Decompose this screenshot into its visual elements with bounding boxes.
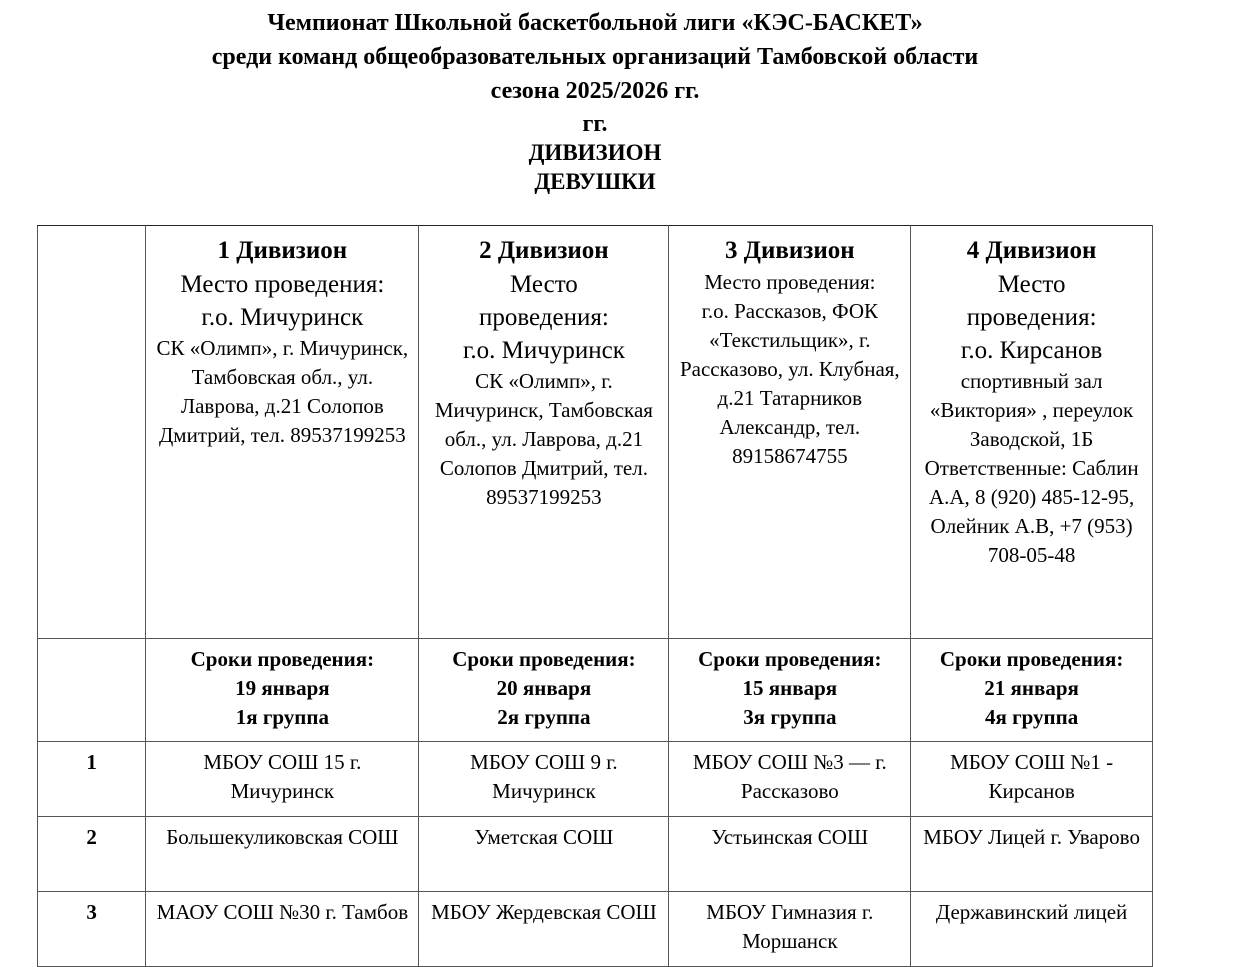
team-cell: МБОУ Жердевская СОШ	[419, 892, 669, 967]
group: 2я группа	[497, 705, 591, 729]
venue-details: г.о. Рассказов, ФОК «Текстильщик», г. Рассказово, ул. Клубная, д.21 Татарников Александр, тел. 89158674755	[679, 299, 900, 468]
division-1-dates	[146, 639, 419, 742]
team-cell: МБОУ СОШ №1 - Кирсанов	[911, 742, 1153, 817]
venue-label: Место проведения:	[180, 271, 385, 298]
dates-row	[38, 639, 1153, 742]
division-title: 2 Дивизион	[479, 237, 609, 264]
team-cell: МБОУ Лицей г. Уварово	[911, 817, 1153, 892]
row-number: 3	[38, 892, 146, 967]
group: 3я группа	[743, 705, 837, 729]
division-3-dates	[669, 639, 911, 742]
team-cell: Державинский лицей	[911, 892, 1153, 967]
empty-cell	[38, 639, 146, 742]
team-cell: Большекуликовская СОШ	[146, 817, 419, 892]
date: 15 января	[742, 676, 838, 700]
date: 21 января	[984, 676, 1079, 700]
venue-details: спортивный зал «Виктория» , переулок Заводской, 1Б Ответственные: Саблин А.А, 8 (920) 485-12-95, Олейник А.В, +7 (953) 708-05-48	[924, 369, 1139, 567]
venue-city: г.о. Кирсанов	[960, 337, 1103, 364]
dates-label: Сроки проведения:	[939, 647, 1124, 671]
team-cell: Устьинская СОШ	[669, 817, 911, 892]
title-line-1: Чемпионат Школьной баскетбольной лиги «КЭС-БАСКЕТ»	[267, 10, 923, 36]
venue-label: Место проведения:	[479, 271, 609, 331]
division-title: 4 Дивизион	[966, 237, 1097, 264]
venue-details: СК «Олимп», г. Мичуринск, Тамбовская обл., ул. Лаврова, д.21 Солопов Дмитрий, тел. 89537199253	[434, 369, 653, 509]
venue-details: СК «Олимп», г. Мичуринск, Тамбовская обл., ул. Лаврова, д.21 Солопов Дмитрий, тел. 89537199253	[156, 336, 409, 447]
venue-label: Место проведения:	[966, 271, 1097, 331]
dates-label: Сроки проведения:	[452, 647, 636, 671]
division-3-header	[669, 226, 911, 639]
division-4-dates	[911, 639, 1153, 742]
date: 20 января	[496, 676, 592, 700]
group: 4я группа	[984, 705, 1079, 729]
dates-label: Сроки проведения:	[698, 647, 882, 671]
division-2-dates	[419, 639, 669, 742]
team-cell: МБОУ СОШ №3 — г. Рассказово	[669, 742, 911, 817]
venue-city: г.о. Мичуринск	[201, 304, 364, 331]
title-line-6: ДЕВУШКИ	[534, 169, 656, 194]
team-cell: МБОУ СОШ 15 г. Мичуринск	[146, 742, 419, 817]
division-2-header	[419, 226, 669, 639]
division-1-header	[146, 226, 419, 639]
venue-city: г.о. Мичуринск	[462, 337, 625, 364]
title-line-4: гг.	[582, 111, 608, 137]
row-number: 2	[38, 817, 146, 892]
table-row	[38, 817, 1153, 892]
date: 19 января	[235, 676, 330, 700]
title-line-5: ДИВИЗИОН	[528, 140, 662, 165]
venue-label: Место проведения:	[704, 270, 876, 294]
division-header-row	[38, 226, 1153, 639]
team-cell: МБОУ Гимназия г. Моршанск	[669, 892, 911, 967]
divisions-table	[37, 225, 1153, 967]
document-header	[0, 6, 1190, 196]
division-title: 3 Дивизион	[725, 237, 855, 264]
dates-label: Сроки проведения:	[190, 647, 375, 671]
division-title: 1 Дивизион	[217, 237, 348, 264]
team-cell: МБОУ СОШ 9 г. Мичуринск	[419, 742, 669, 817]
row-number: 1	[38, 742, 146, 817]
table-row	[38, 892, 1153, 967]
group: 1я группа	[235, 705, 329, 729]
table-row	[38, 742, 1153, 817]
team-cell: МАОУ СОШ №30 г. Тамбов	[146, 892, 419, 967]
title-line-3: сезона 2025/2026 гг.	[490, 78, 700, 104]
title-line-2: среди команд общеобразовательных организаций Тамбовской области	[211, 44, 979, 70]
team-cell: Уметская СОШ	[419, 817, 669, 892]
division-4-header	[911, 226, 1153, 639]
empty-corner-cell	[38, 226, 146, 639]
